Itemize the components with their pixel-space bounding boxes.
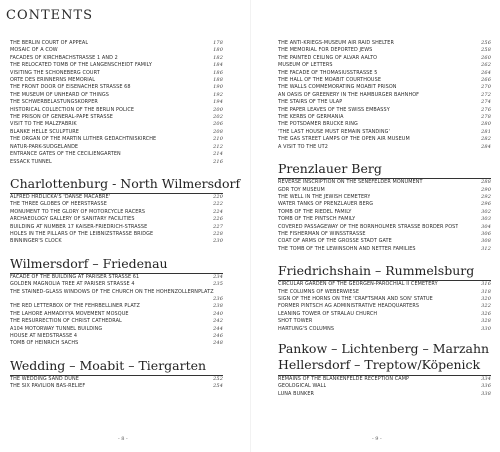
section-title: Prenzlauer Berg: [278, 151, 491, 179]
toc-entry-title: FACADE OF THE BUILDING AT PARISER STRASSE 61: [10, 273, 140, 280]
toc-entry-page: 270: [481, 84, 491, 91]
toc-entry-title: A104 MOTORWAY TUNNEL BUILDING: [10, 325, 103, 332]
toc-entry[interactable]: [278, 281, 491, 288]
toc-entry-title: NATUR-PARK-SÜDGELÄNDE: [10, 143, 79, 150]
toc-entry-title: HISTORICAL COLLECTION OF THE BERLIN POLICE: [10, 106, 135, 113]
toc-entry-page: 292: [481, 193, 491, 200]
toc-entry-page: 178: [213, 40, 223, 46]
toc-entry[interactable]: [10, 47, 223, 54]
toc-entry-title: THE WELL IN THE JEWISH CEMETERY: [278, 193, 371, 200]
toc-entry-title: BUILDING AT NUMBER 17 KAISER-FRIEDRICH-STRASSE: [10, 223, 148, 230]
toc-entry-page: 288: [481, 179, 491, 186]
toc-entry-title: REMAINS OF THE BLANKENFELDE RECEPTION CAMP: [278, 376, 410, 382]
toc-entry-title: AN OASIS OF GREENERY IN THE HAMBURGER BAHNHOF: [278, 91, 420, 98]
toc-entry[interactable]: [278, 383, 491, 390]
toc-entry-page: 336: [481, 383, 491, 390]
toc-entry-title: TOMB OF THE PINTSCH FAMILY: [278, 216, 356, 223]
toc-entry-page: 194: [213, 99, 223, 106]
toc-entry-title: MUSEUM OF LETTERS: [278, 62, 333, 69]
toc-entry[interactable]: [278, 318, 491, 325]
toc-entry-page: 192: [213, 91, 223, 98]
toc-entry[interactable]: [10, 289, 223, 296]
toc-entry-title: THE MEMORIAL FOR DEPORTED JEWS: [278, 47, 373, 54]
toc-entry-title: THE TOMB OF THE LEWINSOHN AND NETTER FAMILIES: [278, 245, 416, 252]
toc-entry[interactable]: [278, 376, 491, 383]
toc-entry[interactable]: [10, 40, 223, 47]
toc-entry-title: THE COLUMNS OF WEBERWIESE: [278, 288, 360, 295]
toc-entry-page: 266: [481, 77, 491, 84]
toc-entry-page: 236: [213, 295, 223, 302]
toc-entry-page: 312: [481, 245, 491, 252]
toc-entry-page: 202: [213, 114, 223, 121]
toc-entry-title: HOLES IN THE PILLARS OF THE LEIBNIZSTRASSE BRIDGE: [10, 230, 154, 237]
toc-entry-page: 284: [481, 143, 491, 150]
toc-entry[interactable]: [278, 231, 491, 238]
right-folio: - 9 -: [372, 436, 382, 442]
toc-entry-page: 227: [213, 223, 223, 230]
toc-entry-page: 262: [481, 62, 491, 69]
toc-entry-title: FACADES OF KIRCHBACHSTRASSE 1 AND 2: [10, 54, 118, 61]
toc-entry-page: 244: [213, 325, 223, 332]
toc-entry-page: 280: [481, 121, 491, 128]
toc-entry-title: GEOLOGICAL WALL: [278, 383, 327, 390]
toc-entry[interactable]: [10, 383, 223, 390]
toc-entry[interactable]: [10, 281, 223, 288]
toc-entry-title: MOSAIC OF A COW: [10, 47, 58, 54]
toc-entry[interactable]: [10, 151, 223, 158]
section-title: Friedrichshain – Rummelsburg: [278, 253, 491, 281]
toc-entry[interactable]: [278, 179, 491, 186]
toc-entry-page: 264: [481, 69, 491, 76]
page-title: CONTENTS: [6, 8, 94, 23]
section-title: Wilmersdorf – Friedenau: [10, 246, 223, 274]
toc-entry-page: 184: [213, 62, 223, 69]
toc-entry-page: 318: [481, 288, 491, 295]
toc-entry-title: THE WALLS COMMEMORATING MOABIT PRISON: [278, 84, 397, 91]
toc-entry-title: WATER TANKS OF PRENZLAUER BERG: [278, 201, 374, 208]
toc-entry[interactable]: [10, 333, 223, 340]
toc-entry-page: 224: [213, 208, 223, 215]
toc-entry-page: 302: [481, 208, 491, 215]
toc-entry-title: THE PRISON OF GENERAL-PAPE STRASSE: [10, 114, 113, 121]
toc-entry-page: 316: [481, 281, 491, 288]
toc-entry-title: VISITING THE SCHÖNEBERG COURT: [10, 69, 100, 76]
toc-entry-title: TOMB OF THE RIEDEL FAMILY: [278, 208, 352, 215]
toc-entry-title: THE KERBS OF GERMANIA: [278, 114, 344, 121]
toc-entry-title: HARTUNG'S COLUMNS: [278, 325, 335, 332]
toc-entry-title: BINNINGER'S CLOCK: [10, 238, 62, 245]
toc-entry-page: 326: [481, 310, 491, 317]
toc-entry[interactable]: [10, 194, 223, 201]
toc-entry[interactable]: [278, 121, 491, 128]
toc-entry-title: LEANING TOWER OF STRALAU CHURCH: [278, 310, 378, 317]
toc-entry[interactable]: [278, 114, 491, 121]
toc-entry-title: COAT OF ARMS OF THE GROSSE STADT GATE: [278, 238, 392, 245]
toc-section: [10, 246, 223, 348]
toc-entry-page: 296: [481, 201, 491, 208]
toc-entry-page: 306: [481, 230, 491, 237]
toc-entry-page: 186: [213, 69, 223, 76]
toc-entry-page: 303: [481, 216, 491, 223]
toc-entry[interactable]: [10, 114, 223, 121]
toc-entry[interactable]: [278, 77, 491, 84]
toc-section: [278, 151, 491, 253]
toc-entry[interactable]: [10, 318, 223, 325]
toc-entry[interactable]: [10, 340, 223, 347]
toc-entry[interactable]: [10, 55, 223, 62]
toc-entry[interactable]: [10, 129, 223, 136]
toc-entry-page: 281: [481, 128, 491, 135]
toc-entry[interactable]: [278, 55, 491, 62]
toc-entry[interactable]: [10, 62, 223, 69]
toc-entry[interactable]: [278, 62, 491, 69]
toc-entry[interactable]: [10, 303, 223, 310]
toc-entry-title: TOMB OF HEINRICH SACHS: [10, 340, 79, 347]
toc-entry-page: 328: [481, 318, 491, 325]
toc-entry-page: 322: [481, 303, 491, 310]
toc-entry[interactable]: [10, 209, 223, 216]
toc-entry-title: THE PAPER LEAVES OF THE SWISS EMBASSY: [278, 106, 390, 113]
toc-entry-title: ORTE DES ERINNERNS MEMORIAL: [10, 77, 96, 84]
toc-entry-title: THE SCHWERBELASTUNGSKÖRPER: [10, 99, 98, 106]
toc-entry-page: 234: [213, 273, 223, 280]
toc-entry-title: CIRCULAR GARDEN OF THE GEORGEN-PAROCHIAL II CEMETERY: [278, 281, 438, 288]
left-page-column: [10, 40, 241, 391]
toc-entry[interactable]: [10, 144, 223, 151]
toc-entry-page: 212: [213, 143, 223, 150]
toc-entry-page: 308: [481, 238, 491, 245]
toc-entry[interactable]: [10, 77, 223, 84]
left-folio: - 8 -: [118, 436, 128, 442]
toc-entry-title: THE SIX PAVILION BAS-RELIEF: [10, 383, 86, 390]
toc-entry[interactable]: [10, 70, 223, 77]
toc-entry[interactable]: [10, 84, 223, 91]
toc-entry-title: ARCHAEOLOGY GALLERY OF SANITARY FACILITIES: [10, 216, 135, 223]
toc-entry-title: THE PAINTED CEILING OF ALVAR AALTO: [278, 54, 378, 61]
toc-section: [278, 333, 491, 398]
toc-entry[interactable]: [278, 84, 491, 91]
toc-entry-title: LUNA BUNKER: [278, 390, 315, 397]
toc-entry-page: 216: [213, 158, 223, 165]
toc-entry-page: 180: [213, 47, 223, 54]
toc-entry[interactable]: [278, 246, 491, 253]
toc-entry[interactable]: [278, 70, 491, 77]
toc-entry-page: 200: [213, 106, 223, 113]
toc-entry-title: ALFRED HRDLICKA'S 'DANSE MACABRE': [10, 193, 111, 200]
toc-entry-page: 190: [213, 84, 223, 91]
toc-entry-title: THE GAS STREET LAMPS OF THE OPEN AIR MUSEUM: [278, 136, 410, 143]
toc-entry[interactable]: [278, 326, 491, 333]
toc-entry-title: THE RELOCATED TOMB OF THE LANGENSCHEIDT FAMILY: [10, 62, 152, 69]
toc-entry-title: THE HALL OF THE MOABIT COURTHOUSE: [278, 77, 382, 84]
toc-entry-page: 240: [213, 310, 223, 317]
toc-entry[interactable]: [10, 121, 223, 128]
toc-entry[interactable]: [278, 136, 491, 143]
toc-entry-page: 188: [213, 77, 223, 84]
toc-entry-page: 252: [213, 375, 223, 382]
toc-entry-page: 260: [481, 54, 491, 61]
toc-entry[interactable]: [10, 296, 223, 303]
toc-entry[interactable]: [278, 238, 491, 245]
toc-entry-page: 248: [213, 340, 223, 347]
toc-entry[interactable]: [278, 289, 491, 296]
toc-entry[interactable]: [278, 99, 491, 106]
section-title: [278, 333, 491, 376]
toc-entry-page: 334: [481, 376, 491, 382]
toc-entry-page: 276: [481, 106, 491, 113]
toc-entry-title: THE LAHORE AHMADIYYA MOVEMENT MOSQUE: [10, 310, 129, 317]
toc-entry-page: 338: [481, 390, 491, 397]
section-title: Charlottenburg - North Wilmersdorf: [10, 166, 223, 194]
toc-entry-page: 282: [481, 136, 491, 143]
toc-entry-title: FORMER PINTSCH AG ADMINISTRATIVE HEADQUARTERS: [278, 303, 420, 310]
toc-entry-page: 222: [213, 201, 223, 208]
toc-entry-page: 182: [213, 54, 223, 61]
toc-entry-page: 274: [481, 99, 491, 106]
toc-entry-page: 214: [213, 151, 223, 158]
toc-entry-title: 'THE LAST HOUSE MUST REMAIN STANDING': [278, 128, 390, 135]
toc-entry-title: THE THREE GLOBES OF HEERSTRASSE: [10, 201, 107, 208]
toc-entry[interactable]: [10, 99, 223, 106]
toc-entry[interactable]: [278, 311, 491, 318]
toc-entry-page: 254: [213, 383, 223, 390]
toc-entry-title: ESSACK TUNNEL: [10, 158, 52, 165]
toc-entry[interactable]: [10, 216, 223, 223]
toc-entry[interactable]: [278, 47, 491, 54]
toc-entry-title: A VISIT TO THE UT2: [278, 143, 328, 150]
section-title-line: Pankow – Lichtenberg – Marzahn: [278, 341, 490, 356]
toc-entry[interactable]: [278, 296, 491, 303]
toc-entry[interactable]: [278, 209, 491, 216]
toc-entry-page: 226: [213, 216, 223, 223]
toc-entry-page: 230: [213, 238, 223, 245]
toc-entry-page: 208: [213, 128, 223, 135]
toc-entry[interactable]: [10, 159, 223, 166]
toc-entry-title: SIGN OF THE HORNS ON THE 'CRAFTSMAN AND SON' STATUE: [278, 295, 433, 302]
toc-entry[interactable]: [278, 391, 491, 398]
toc-entry-page: 256: [481, 40, 491, 46]
toc-entry[interactable]: [278, 129, 491, 136]
toc-section: [10, 166, 241, 246]
toc-entry[interactable]: [10, 326, 223, 333]
toc-entry-title: THE FRONT DOOR OF EISENACHER STRASSE 68: [10, 84, 131, 91]
toc-entry-page: 320: [481, 295, 491, 302]
toc-entry-title: THE WEDDING SAND DUNE: [10, 375, 79, 382]
toc-entry-page: 242: [213, 318, 223, 325]
toc-entry-title: THE ANTI-KRIEGS-MUSEUM AIR RAID SHELTER: [278, 40, 394, 46]
toc-entry[interactable]: [278, 107, 491, 114]
toc-entry-title: MONUMENT TO THE GLORY OF MOTORCYCLE RACERS: [10, 208, 146, 215]
toc-entry[interactable]: [278, 92, 491, 99]
toc-entry-title: THE FACADE OF THOMASIUSSTRASSE 5: [278, 69, 378, 76]
toc-entry-page: 238: [213, 303, 223, 310]
toc-entry-page: 246: [213, 333, 223, 339]
toc-entry[interactable]: [10, 92, 223, 99]
toc-entry[interactable]: [278, 224, 491, 231]
toc-entry-title: ENTRANCE GATES OF THE CECILIENGARTEN: [10, 151, 121, 158]
toc-entry-title: SHOT TOWER: [278, 318, 313, 325]
toc-entry-page: 210: [213, 136, 223, 143]
toc-entry-title: GDR TOY MUSEUM: [278, 186, 325, 193]
toc-entry[interactable]: [278, 216, 491, 223]
toc-entry-page: 290: [481, 186, 491, 193]
toc-entry[interactable]: [10, 224, 223, 231]
toc-entry[interactable]: [10, 231, 223, 238]
toc-entry-page: 330: [481, 325, 491, 332]
toc-entry-page: 235: [213, 281, 223, 288]
toc-entry[interactable]: [278, 194, 491, 201]
toc-entry-title: THE STAIRS OF THE ULAP: [278, 99, 343, 106]
toc-entry-title: THE RESURRECTION OF CHRIST CATHEDRAL: [10, 318, 122, 325]
right-page-column: [278, 40, 491, 398]
section-title-line: Hellersdorf – Treptow/Köpenick: [278, 357, 481, 372]
toc-entry-title: THE STAINED-GLASS WINDOWS OF THE CHURCH ON THE HOHENZOLLERNPLATZ: [10, 288, 214, 295]
toc-entry-page: 278: [481, 114, 491, 121]
toc-entry-title: THE BERLIN COURT OF APPEAL: [10, 40, 89, 46]
toc-entry[interactable]: [278, 40, 491, 47]
toc-entry[interactable]: [278, 303, 491, 310]
toc-entry-page: 228: [213, 230, 223, 237]
toc-entry[interactable]: [278, 201, 491, 208]
toc-entry[interactable]: [10, 376, 223, 383]
toc-section: [10, 348, 223, 391]
toc-entry[interactable]: [278, 144, 491, 151]
toc-entry[interactable]: [278, 187, 491, 194]
toc-entry-title: GOLDEN MAGNOLIA TREE AT PARISER STRASSE 4: [10, 281, 135, 288]
section-title: Wedding – Moabit – Tiergarten: [10, 348, 223, 376]
toc-entry-title: BLANKE HELLE SCULPTURE: [10, 128, 79, 135]
toc-entry[interactable]: [10, 238, 223, 245]
toc-entry[interactable]: [10, 201, 223, 208]
toc-entry-title: COVERED PASSAGEWAY OF THE BORNHOLMER STRASSE BORDER POST: [278, 223, 459, 230]
toc-entry[interactable]: [10, 274, 223, 281]
toc-entry-title: HOUSE AT NIEDSTRASSE 4: [10, 333, 78, 339]
toc-entry-title: REVERSE INSCRIPTION ON THE SENEFELDER MONUMENT: [278, 179, 423, 186]
toc-entry-title: THE POTSDAMER BRÜCKE RING: [278, 121, 358, 128]
toc-entry-title: THE RED LETTERBOX OF THE FEHRBELLINER PLATZ: [10, 303, 140, 310]
gutter: [250, 0, 251, 452]
toc-entry-page: 304: [481, 223, 491, 230]
toc-entry-title: THE MUSEUM OF UNHEARD OF THINGS: [10, 91, 109, 98]
toc-entry-page: 220: [213, 193, 223, 200]
toc-entry-page: 258: [481, 47, 491, 54]
toc-entry[interactable]: [10, 311, 223, 318]
toc-entry-title: THE FISHERMAN OF WINSSTRASSE: [278, 230, 366, 237]
toc-entry-title: VISIT TO THE MALZFABRIK: [10, 121, 77, 128]
toc-entry[interactable]: [10, 107, 223, 114]
toc-entry-page: 272: [481, 91, 491, 98]
toc-entry-page: 206: [213, 121, 223, 128]
toc-entry-title: THE ORGAN OF THE MARTIN LUTHER GEDÄCHTNISKIRCHE: [10, 136, 157, 143]
toc-section: [278, 253, 491, 333]
toc-entry[interactable]: [10, 136, 223, 143]
